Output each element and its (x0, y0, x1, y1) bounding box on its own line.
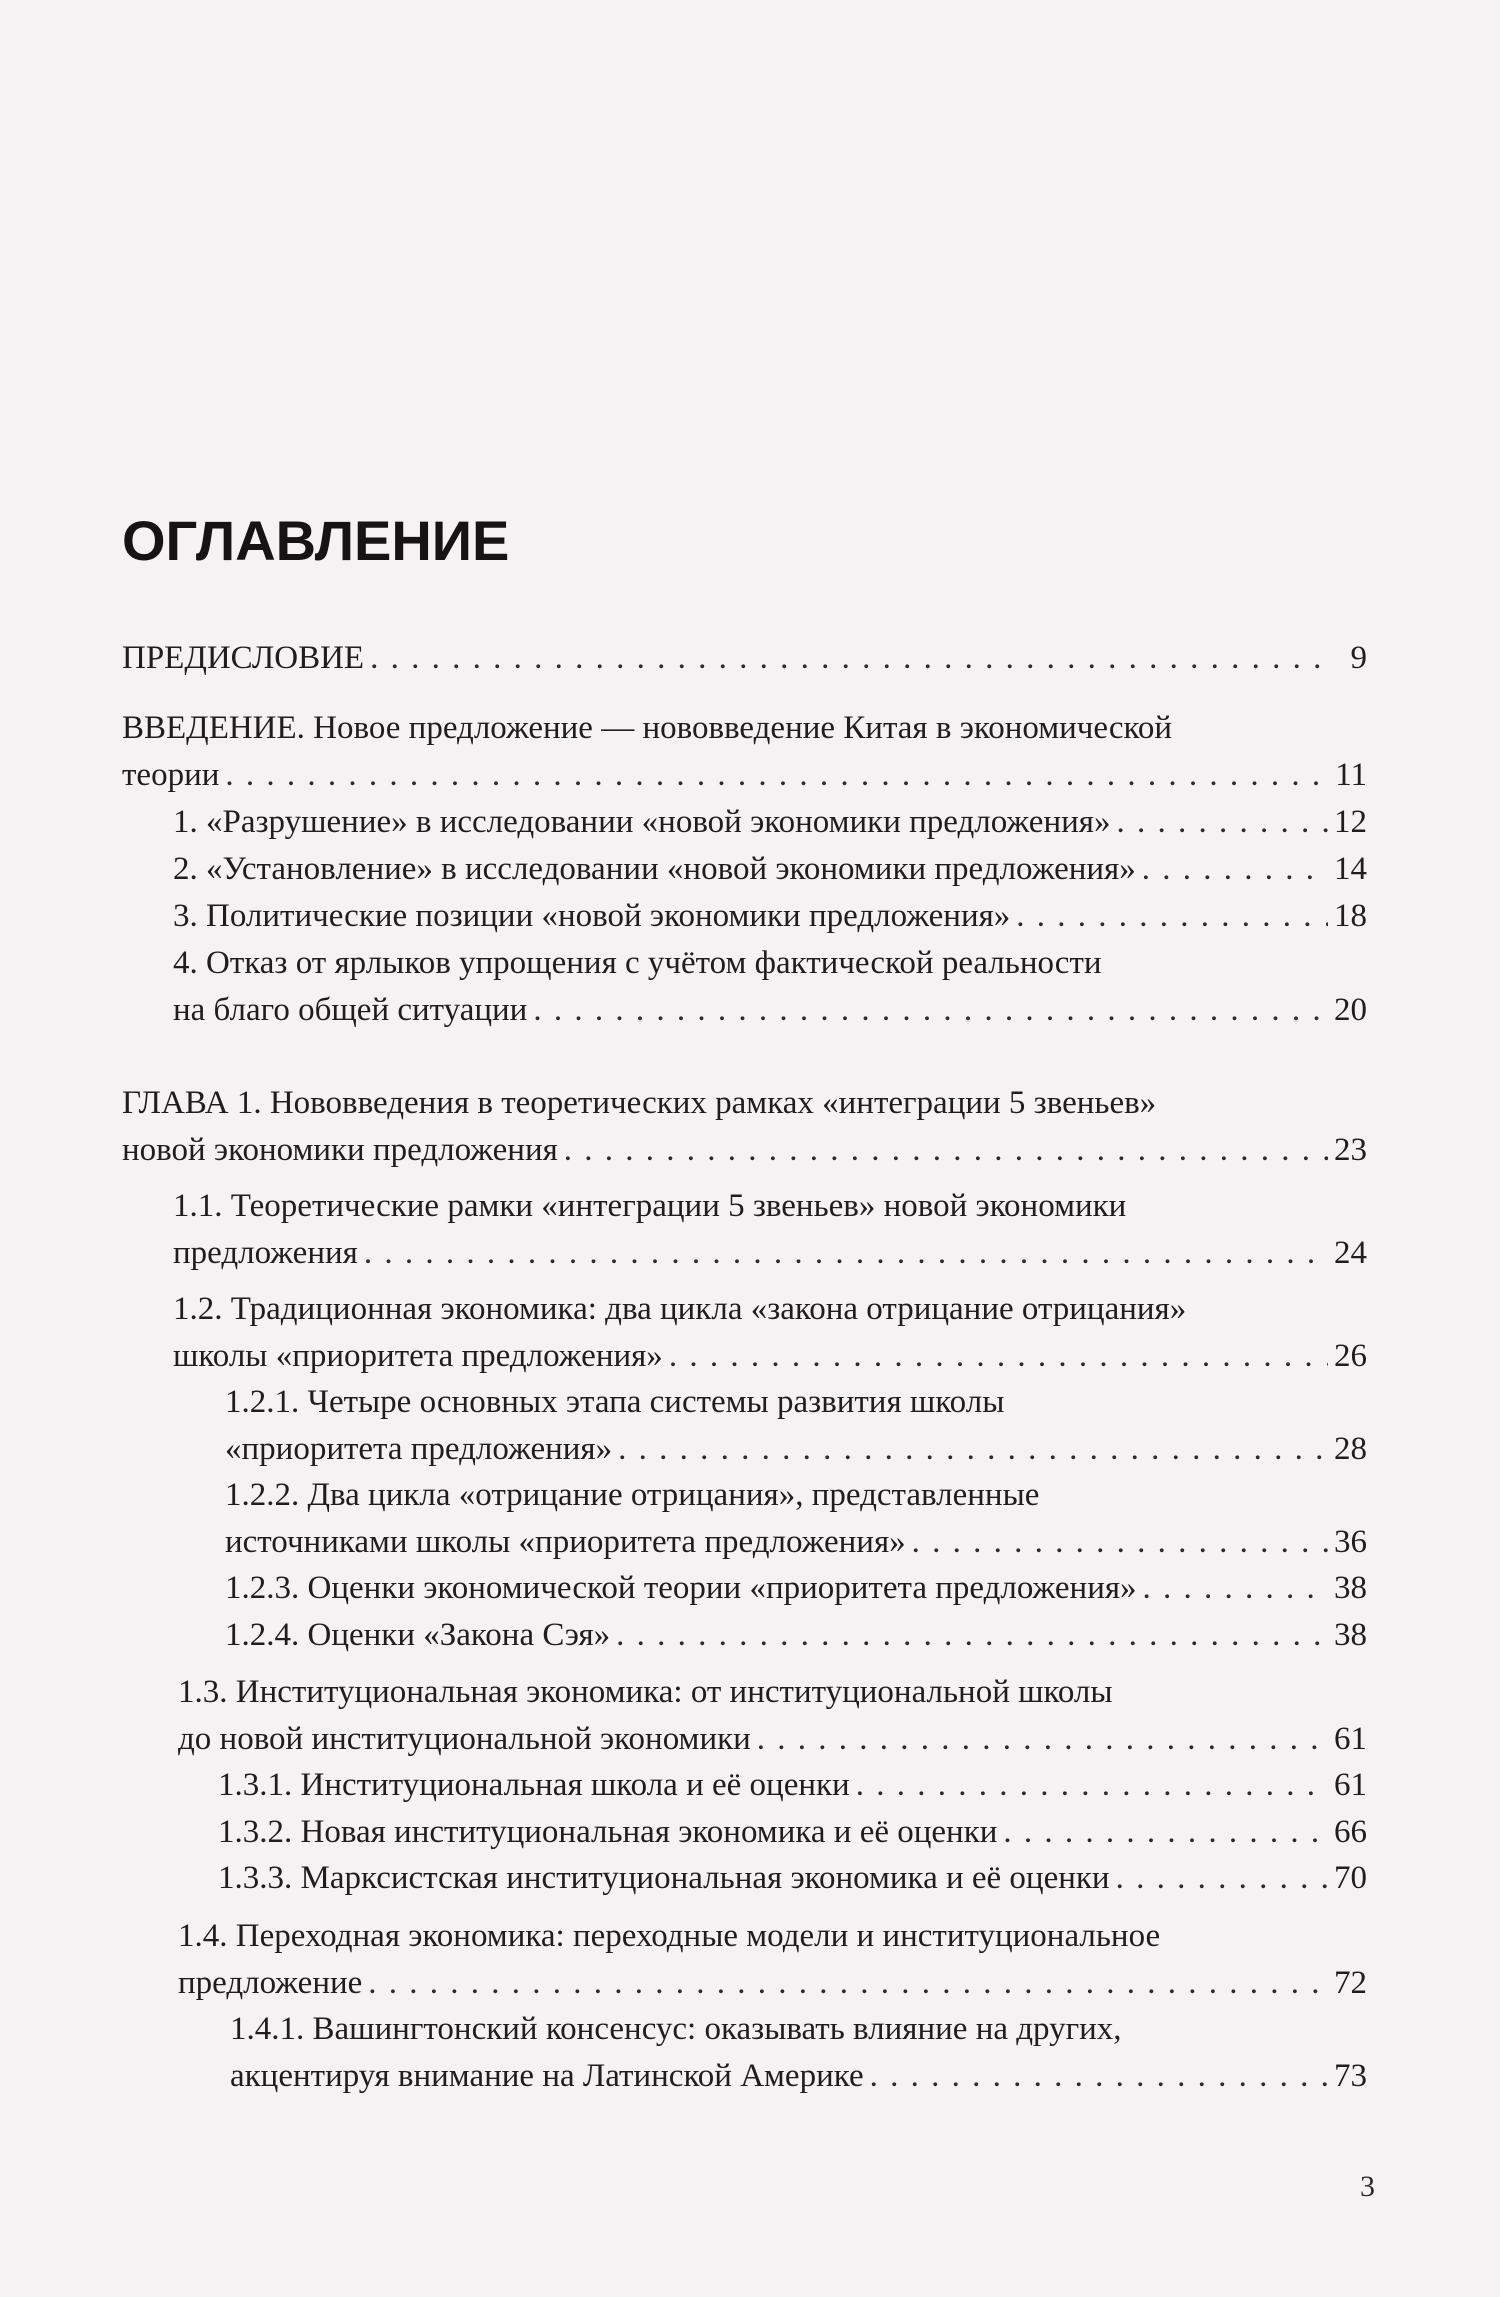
toc-entry[interactable] (173, 799, 1367, 846)
toc-entry-title: 1.2.3. Оценки экономической теории «приоритета предложения» (225, 1570, 1137, 1606)
toc-entry[interactable] (173, 1183, 1367, 1277)
toc-entry-title-cont: акцентируя внимание на Латинской Америке (230, 2058, 864, 2094)
toc-entry-title: 1.4.1. Вашингтонский консенсус: оказывать влияние на других, (230, 2011, 1122, 2047)
dot-leader (225, 752, 1329, 799)
dot-leader (1116, 799, 1328, 846)
toc-entry-title: 1.4. Переходная экономика: переходные модели и институциональное (178, 1918, 1161, 1954)
toc-page-number: 66 (1334, 1814, 1367, 1850)
dot-leader (616, 1612, 1328, 1659)
toc-page-number: 28 (1334, 1431, 1367, 1467)
toc-entry[interactable] (225, 1565, 1367, 1612)
toc-page-number: 38 (1334, 1570, 1367, 1606)
toc-entry-title-cont: «приоритета предложения» (225, 1431, 613, 1467)
toc-entry-title: 1. «Разрушение» в исследовании «новой экономики предложения» (173, 804, 1111, 840)
toc-entry[interactable] (122, 705, 1367, 799)
toc-page-number: 72 (1334, 1965, 1367, 2001)
toc-page-number: 23 (1334, 1132, 1367, 1168)
toc-entry-title: 1.2.4. Оценки «Закона Сэя» (225, 1617, 611, 1653)
page-number: 3 (1360, 2170, 1375, 2203)
toc-entry-title-cont: школы «приоритета предложения» (173, 1338, 663, 1374)
toc-entry-title: 4. Отказ от ярлыков упрощения с учётом фактической реальности (173, 945, 1102, 981)
toc-page-number: 61 (1334, 1721, 1367, 1757)
toc-entry[interactable] (225, 1612, 1367, 1659)
toc-entry-title: 1.3.2. Новая институциональная экономика и её оценки (218, 1814, 998, 1850)
toc-entry-title-cont: новой экономики предложения (122, 1132, 558, 1168)
toc-entry[interactable] (178, 1913, 1367, 2007)
toc-page-number: 11 (1335, 757, 1367, 793)
dot-leader (757, 1716, 1328, 1763)
toc-entry[interactable] (173, 940, 1367, 1034)
toc-entry[interactable] (218, 1762, 1367, 1809)
toc-entry-title: ВВЕДЕНИЕ. Новое предложение — нововведение Китая в экономической (122, 710, 1173, 746)
toc-entry[interactable] (178, 1669, 1367, 1763)
toc-entry-title-cont: предложения (173, 1235, 358, 1271)
toc-entry[interactable] (225, 1379, 1367, 1473)
toc-page-number: 73 (1334, 2058, 1367, 2094)
toc-entry-title: 1.3.3. Марксистская институциональная экономика и её оценки (218, 1860, 1110, 1896)
toc-entry[interactable] (225, 1472, 1367, 1566)
toc-entry-title: 1.1. Теоретические рамки «интеграции 5 звеньев» новой экономики (173, 1188, 1127, 1224)
dot-leader (912, 1519, 1328, 1566)
toc-entry-title: 1.3.1. Институциональная школа и её оценки (218, 1767, 850, 1803)
toc-page-number: 36 (1334, 1524, 1367, 1560)
toc-entry-title: 1.3. Институциональная экономика: от институциональной школы (178, 1674, 1113, 1710)
dot-leader (618, 1426, 1328, 1473)
toc-entry[interactable] (173, 893, 1367, 940)
toc-entry-title-cont: на благо общей ситуации (173, 992, 528, 1028)
dot-leader (533, 987, 1328, 1034)
toc-entry-title: ПРЕДИСЛОВИЕ (122, 640, 365, 676)
dot-leader (1143, 1565, 1328, 1612)
dot-leader (870, 2053, 1328, 2100)
toc-entry-title: 2. «Установление» в исследовании «новой экономики предложения» (173, 851, 1136, 887)
dot-leader (370, 635, 1331, 682)
toc-entry[interactable] (230, 2006, 1367, 2100)
toc-page-number: 61 (1334, 1767, 1367, 1803)
dot-leader (364, 1230, 1328, 1277)
toc-entry-title: 3. Политические позиции «новой экономики предложения» (173, 898, 1011, 934)
dot-leader (1116, 1855, 1328, 1902)
dot-leader (1142, 846, 1328, 893)
toc-entry[interactable] (122, 1080, 1367, 1174)
toc-entry-title: 1.2.1. Четыре основных этапа системы развития школы (225, 1384, 1005, 1420)
dot-leader (1016, 893, 1328, 940)
toc-entry-title-cont: источниками школы «приоритета предложения» (225, 1524, 906, 1560)
toc-entry-title: ГЛАВА 1. Нововведения в теоретических рамках «интеграции 5 звеньев» (122, 1085, 1157, 1121)
dot-leader (856, 1762, 1328, 1809)
dot-leader (368, 1960, 1328, 2007)
dot-leader (564, 1127, 1328, 1174)
toc-entry-title: 1.2.2. Два цикла «отрицание отрицания», представленные (225, 1477, 1040, 1513)
toc-entry[interactable] (122, 635, 1367, 682)
toc-page-number: 26 (1334, 1338, 1367, 1374)
toc-page-number: 14 (1334, 851, 1367, 887)
toc-page-number: 70 (1334, 1860, 1367, 1896)
toc-entry[interactable] (173, 1286, 1367, 1380)
toc-page-number: 9 (1350, 640, 1367, 676)
page-title: ОГЛАВЛЕНИЕ (122, 509, 510, 572)
toc-page-number: 12 (1334, 804, 1367, 840)
toc-page-number: 24 (1334, 1235, 1367, 1271)
toc-entry-title-cont: теории (122, 757, 220, 793)
toc-page-number: 18 (1334, 898, 1367, 934)
toc-entry[interactable] (173, 846, 1367, 893)
dot-leader (1003, 1809, 1328, 1856)
toc-page-number: 38 (1334, 1617, 1367, 1653)
toc-entry-title-cont: предложение (178, 1965, 363, 2001)
toc-page-number: 20 (1334, 992, 1367, 1028)
toc-entry-title: 1.2. Традиционная экономика: два цикла «закона отрицание отрицания» (173, 1291, 1187, 1327)
dot-leader (669, 1333, 1328, 1380)
toc-entry[interactable] (218, 1809, 1367, 1856)
toc-entry[interactable] (218, 1855, 1367, 1902)
toc-entry-title-cont: до новой институциональной экономики (178, 1721, 751, 1757)
